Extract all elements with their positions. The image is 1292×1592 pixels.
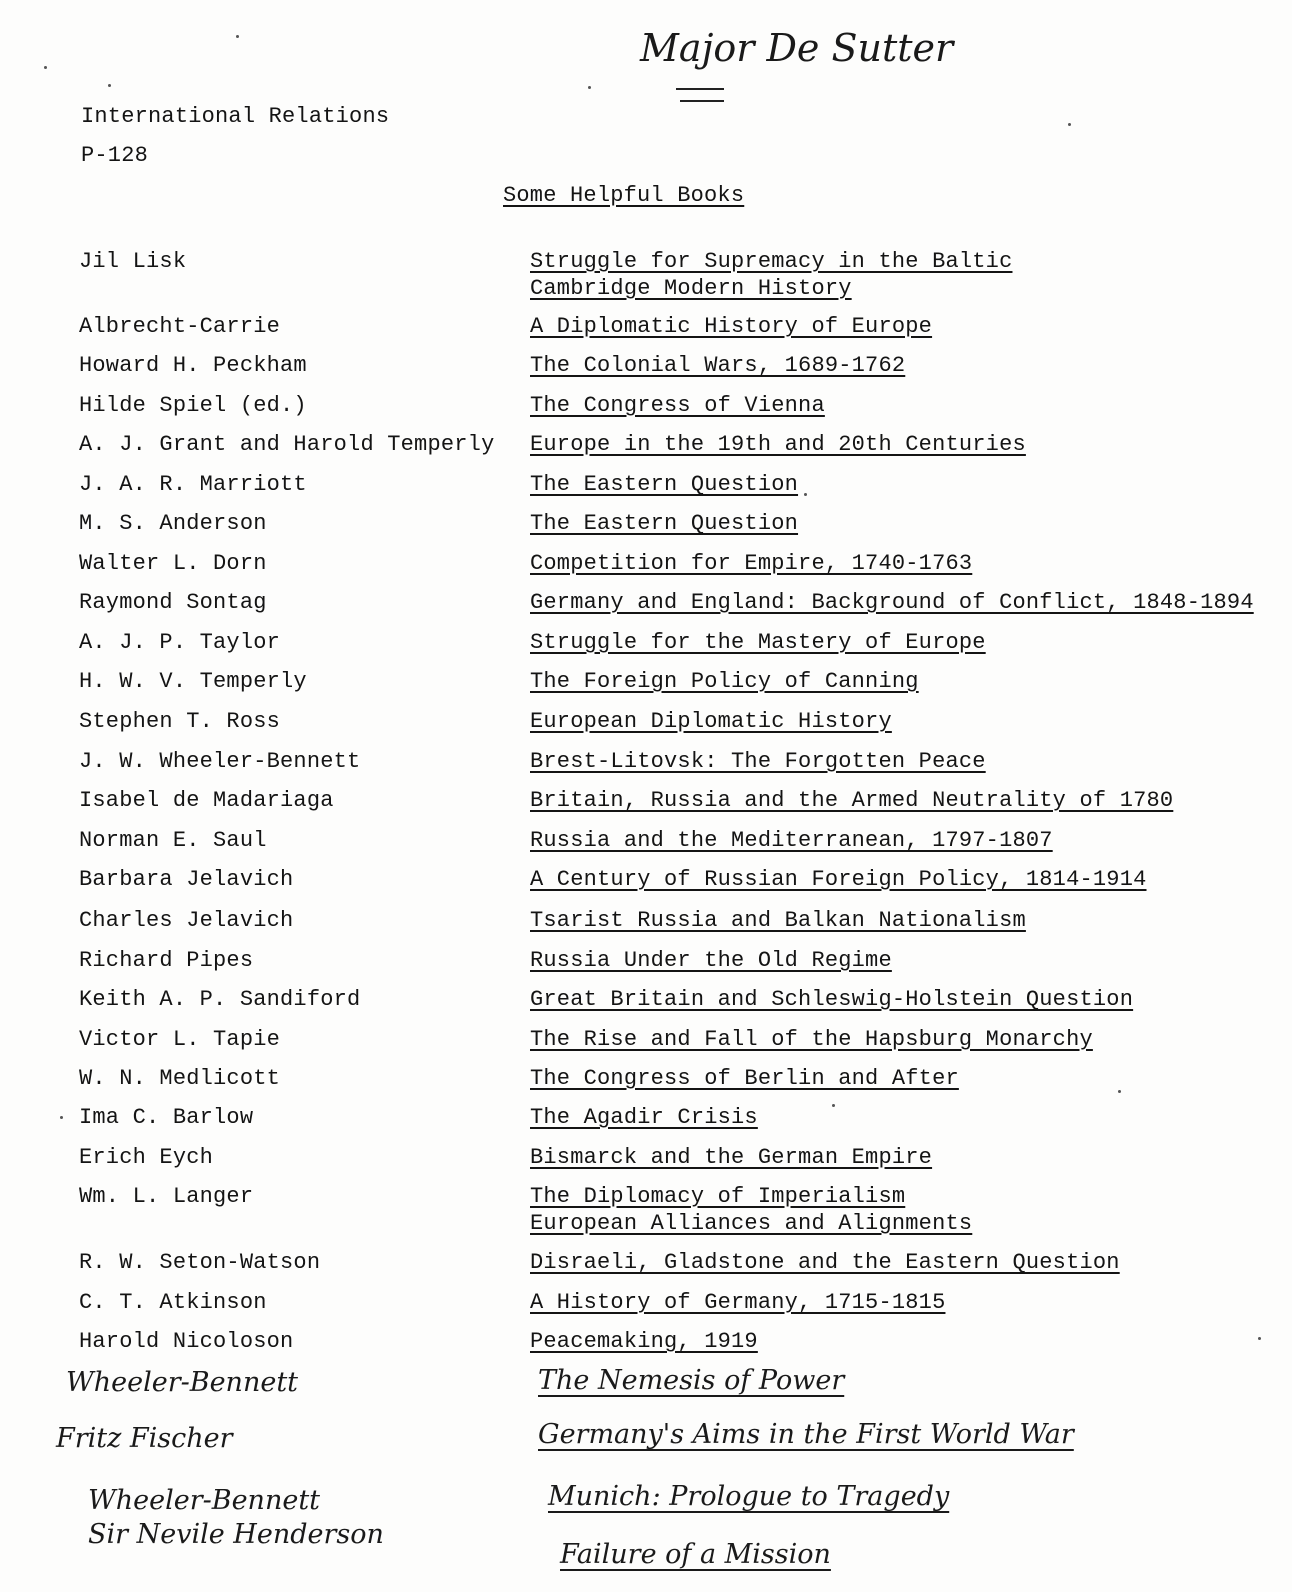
scan-speck xyxy=(1118,1090,1121,1093)
scan-speck xyxy=(1258,1337,1261,1340)
book-author: Hilde Spiel (ed.) xyxy=(79,393,307,418)
book-title: Struggle for the Mastery of Europe xyxy=(530,630,986,655)
book-author: Albrecht-Carrie xyxy=(79,314,281,339)
book-title: Britain, Russia and the Armed Neutrality of 1780 xyxy=(530,788,1174,813)
book-title: The Diplomacy of Imperialism xyxy=(530,1184,906,1209)
scan-speck xyxy=(832,1104,835,1107)
book-title: Brest-Litovsk: The Forgotten Peace xyxy=(530,749,986,774)
handwritten-author: Fritz Fischer xyxy=(56,1423,233,1454)
handwritten-annotation: Major De Sutter xyxy=(640,26,954,70)
scan-speck xyxy=(60,1116,63,1119)
book-title: Bismarck and the German Empire xyxy=(530,1145,933,1170)
book-title: Disraeli, Gladstone and the Eastern Question xyxy=(530,1250,1120,1275)
book-author: Howard H. Peckham xyxy=(79,353,307,378)
scan-speck xyxy=(588,86,591,89)
book-title: Cambridge Modern History xyxy=(530,276,852,301)
handwritten-title: Failure of a Mission xyxy=(560,1539,831,1570)
scan-speck xyxy=(236,35,239,38)
handwritten-title: The Nemesis of Power xyxy=(538,1365,845,1396)
book-author: Jil Lisk xyxy=(79,249,187,274)
handwritten-author: Wheeler-Bennett xyxy=(88,1485,321,1516)
scan-speck xyxy=(804,493,807,496)
course-name: International Relations xyxy=(81,104,390,129)
book-author: J. W. Wheeler-Bennett xyxy=(79,749,361,774)
annotation-underline xyxy=(676,88,724,90)
book-author: C. T. Atkinson xyxy=(79,1290,267,1315)
book-title: Russia Under the Old Regime xyxy=(530,948,892,973)
book-title: The Rise and Fall of the Hapsburg Monarchy xyxy=(530,1027,1093,1052)
book-author: Keith A. P. Sandiford xyxy=(79,987,361,1012)
book-author: W. N. Medlicott xyxy=(79,1066,281,1091)
book-title: Struggle for Supremacy in the Baltic xyxy=(530,249,1013,274)
book-author: Victor L. Tapie xyxy=(79,1027,281,1052)
book-title: A Century of Russian Foreign Policy, 1814-1914 xyxy=(530,867,1147,892)
book-author: Wm. L. Langer xyxy=(79,1184,254,1209)
book-title: European Diplomatic History xyxy=(530,709,892,734)
book-title: A History of Germany, 1715-1815 xyxy=(530,1290,946,1315)
scan-speck xyxy=(1068,123,1071,126)
course-code: P-128 xyxy=(81,143,149,168)
handwritten-author: Sir Nevile Henderson xyxy=(88,1519,384,1550)
book-author: H. W. V. Temperly xyxy=(79,669,307,694)
book-title: The Eastern Question xyxy=(530,511,799,536)
book-title: Germany and England: Background of Conflict, 1848-1894 xyxy=(530,590,1254,615)
book-title: Russia and the Mediterranean, 1797-1807 xyxy=(530,828,1053,853)
book-title: Tsarist Russia and Balkan Nationalism xyxy=(530,908,1026,933)
book-author: M. S. Anderson xyxy=(79,511,267,536)
book-author: Norman E. Saul xyxy=(79,828,267,853)
book-title: Competition for Empire, 1740-1763 xyxy=(530,551,973,576)
book-author: Ima C. Barlow xyxy=(79,1105,254,1130)
book-author: J. A. R. Marriott xyxy=(79,472,307,497)
book-author: Stephen T. Ross xyxy=(79,709,281,734)
book-title: Europe in the 19th and 20th Centuries xyxy=(530,432,1026,457)
book-author: Isabel de Madariaga xyxy=(79,788,334,813)
scan-speck xyxy=(108,84,111,87)
book-author: Erich Eych xyxy=(79,1145,214,1170)
scan-speck xyxy=(44,66,47,69)
handwritten-title: Germany's Aims in the First World War xyxy=(538,1419,1074,1450)
annotation-underline xyxy=(680,100,724,102)
book-title: The Congress of Vienna xyxy=(530,393,825,418)
handwritten-author: Wheeler-Bennett xyxy=(66,1367,299,1398)
handwritten-title: Munich: Prologue to Tragedy xyxy=(548,1481,950,1512)
book-author: Charles Jelavich xyxy=(79,908,294,933)
book-author: A. J. P. Taylor xyxy=(79,630,281,655)
book-title: The Foreign Policy of Canning xyxy=(530,669,919,694)
book-title: The Eastern Question xyxy=(530,472,799,497)
book-author: Barbara Jelavich xyxy=(79,867,294,892)
book-author: Harold Nicoloson xyxy=(79,1329,294,1354)
book-title: A Diplomatic History of Europe xyxy=(530,314,933,339)
book-author: R. W. Seton-Watson xyxy=(79,1250,321,1275)
book-title: The Agadir Crisis xyxy=(530,1105,758,1130)
book-author: Richard Pipes xyxy=(79,948,254,973)
book-title: The Colonial Wars, 1689-1762 xyxy=(530,353,906,378)
book-title: European Alliances and Alignments xyxy=(530,1211,973,1236)
page-heading: Some Helpful Books xyxy=(503,183,745,208)
book-title: The Congress of Berlin and After xyxy=(530,1066,959,1091)
book-author: Walter L. Dorn xyxy=(79,551,267,576)
book-author: A. J. Grant and Harold Temperly xyxy=(79,432,495,457)
book-title: Peacemaking, 1919 xyxy=(530,1329,758,1354)
book-title: Great Britain and Schleswig-Holstein Question xyxy=(530,987,1134,1012)
book-author: Raymond Sontag xyxy=(79,590,267,615)
